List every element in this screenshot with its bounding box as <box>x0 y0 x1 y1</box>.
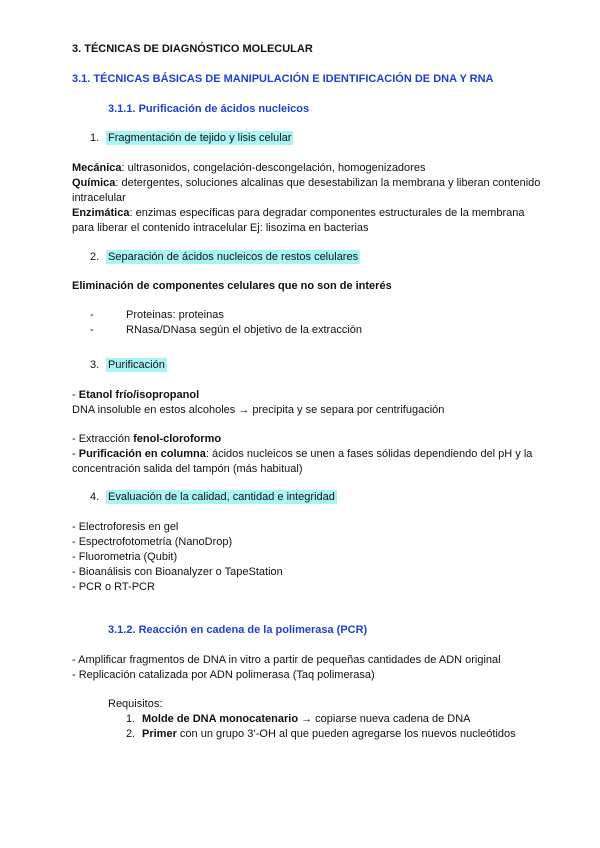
text: : enzimas específicas para degradar componentes estructurales de la membrana <box>129 207 525 219</box>
requisito-item: 1. Molde de DNA monocatenario → copiarse nueva cadena de DNA <box>126 713 471 725</box>
term: Química <box>72 177 116 189</box>
etanol-line: - Etanol frío/isopropanol <box>72 389 200 401</box>
sub-subsection-title-purificacion: 3.1.1. Purificación de ácidos nucleicos <box>108 103 310 115</box>
sub-subsection-title-pcr: 3.1.2. Reacción en cadena de la polimerasa (PCR) <box>108 624 368 636</box>
fenol-line: - Extracción fenol-cloroformo <box>72 433 222 445</box>
text: : detergentes, soluciones alcalinas que desestabilizan la membrana y liberan contenido <box>115 177 541 189</box>
subsection-title: 3.1. TÉCNICAS BÁSICAS DE MANIPULACIÓN E IDENTIFICACIÓN DE DNA Y RNA <box>72 73 494 85</box>
enzimatica-cont: para liberar el contenido intracelular Ej: lisozima en bacterias <box>72 222 369 234</box>
list-item: - Amplificar fragmentos de DNA in vitro a partir de pequeñas cantidades de ADN original <box>72 654 501 666</box>
step-label: Evaluación de la calidad, cantidad e integridad <box>108 491 335 503</box>
step-label: Purificación <box>108 359 165 371</box>
step-number: 3. <box>90 359 100 371</box>
step-label: Separación de ácidos nucleicos de restos celulares <box>108 251 359 263</box>
term: Enzimática <box>72 207 130 219</box>
term: Mecánica <box>72 162 122 174</box>
step-number: 4. <box>90 491 100 503</box>
requisito-item: 2. Primer con un grupo 3’-OH al que pueden agregarse los nuevos nucleótidos <box>126 728 516 740</box>
list-item: - Electroforesis en gel <box>72 521 179 533</box>
term: fenol-cloroformo <box>133 433 222 445</box>
columna-cont: concentración salida del tampón (más habitual) <box>72 463 303 475</box>
term: Etanol frío/isopropanol <box>78 389 200 401</box>
elim-heading: Eliminación de componentes celulares que no son de interés <box>72 280 392 292</box>
list-item: - Replicación catalizada por ADN polimerasa (Taq polimerasa) <box>72 669 375 681</box>
etanol-text: DNA insoluble en estos alcoholes → precipita y se separa por centrifugación <box>72 404 445 416</box>
list-item: - Proteinas: proteinas <box>90 309 224 321</box>
step-label: Fragmentación de tejido y lisis celular <box>108 132 292 144</box>
columna-line: - Purificación en columna: ácidos nucleicos se unen a fases sólidas dependiendo del pH y la <box>72 448 533 460</box>
quimica-cont: intracelular <box>72 192 126 204</box>
term: Primer <box>142 728 177 740</box>
list-item: - Espectrofotometría (NanoDrop) <box>72 536 233 548</box>
term: Purificación en columna <box>78 448 206 460</box>
list-item: - RNasa/DNasa según el objetivo de la extracción <box>90 324 363 336</box>
mecanica-line <box>72 161 425 175</box>
text: : ácidos nucleicos se unen a fases sólidas dependiendo del pH y la <box>205 448 533 460</box>
step-1-heading <box>90 131 293 145</box>
step-3-heading <box>90 358 167 372</box>
requisitos-title: Requisitos: <box>108 698 163 710</box>
term: Molde de DNA monocatenario <box>142 713 299 725</box>
text: : ultrasonidos, congelación-descongelación, homogenizadores <box>121 162 426 174</box>
list-item: - Fluorometria (Qubit) <box>72 551 178 563</box>
step-4-heading <box>90 490 337 504</box>
list-item: - PCR o RT-PCR <box>72 581 155 593</box>
step-number: 2. <box>90 251 100 263</box>
list-item: - Bioanálisis con Bioanalyzer o TapeStation <box>72 566 283 578</box>
enzimatica-line <box>72 206 524 220</box>
quimica-line <box>72 176 540 190</box>
section-title: 3. TÉCNICAS DE DIAGNÓSTICO MOLECULAR <box>72 43 313 55</box>
step-2-heading <box>90 250 360 264</box>
step-number: 1. <box>90 132 100 144</box>
